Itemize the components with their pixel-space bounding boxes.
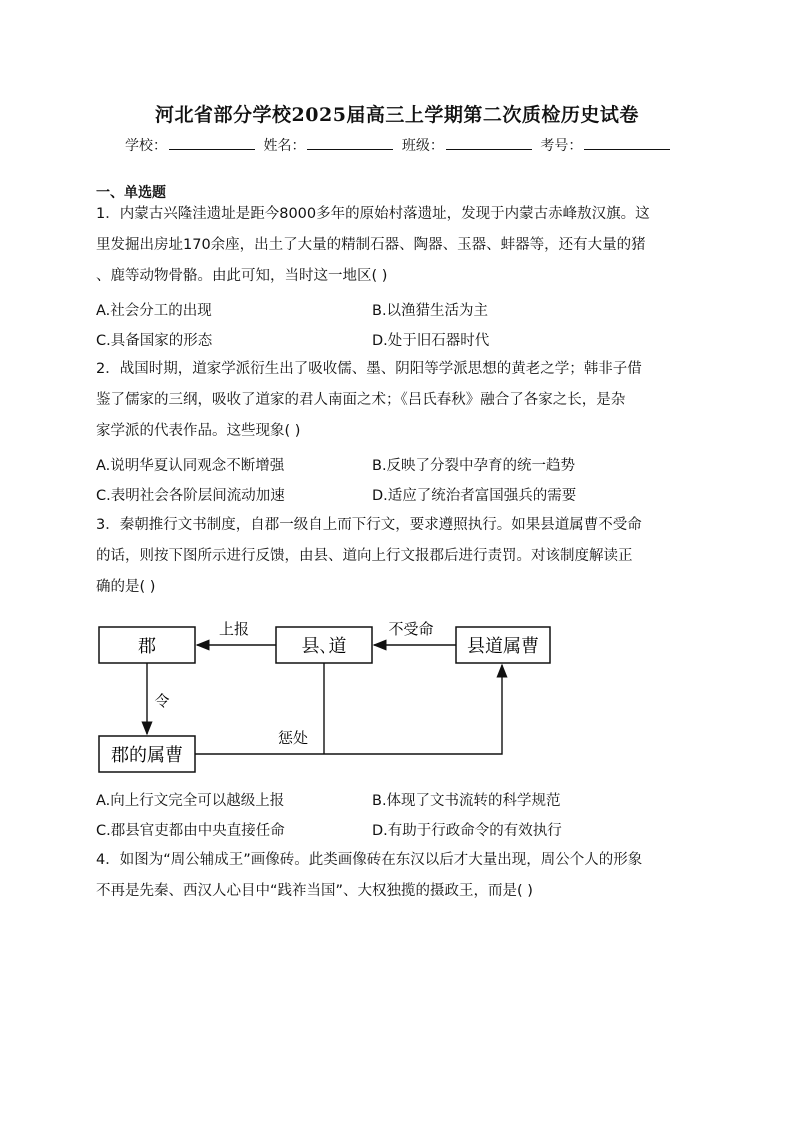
exam-no-blank[interactable] (584, 137, 670, 150)
question-line: 的话，则按下图所示进行反馈，由县、道向上行文报郡后进行责罚。对该制度解读正 (96, 548, 633, 564)
q2-option-a[interactable]: A.说明华夏认同观念不断增强 (96, 458, 285, 474)
q3-option-a[interactable]: A.向上行文完全可以越级上报 (96, 793, 285, 809)
question-3-stem (96, 510, 696, 603)
school-label: 学校： (125, 138, 167, 154)
q3-option-d[interactable]: D.有助于行政命令的有效执行 (372, 823, 562, 839)
question-line: 、鹿等动物骨骼。由此可知，当时这一地区( ) (96, 268, 388, 284)
q1-option-c[interactable]: C.具备国家的形态 (96, 333, 213, 349)
box-xian-dao-shucao-text: 县道属曹 (467, 636, 539, 657)
q2-option-d[interactable]: D.适应了统治者富国强兵的需要 (372, 488, 577, 504)
question-line: 家学派的代表作品。这些现象( ) (96, 423, 301, 439)
question-line: 里发掘出房址170余座，出土了大量的精制石器、陶器、玉器、蚌器等，还有大量的猪 (96, 237, 646, 253)
question-2-stem (96, 354, 696, 447)
question-1-stem (96, 199, 696, 292)
box-xian-dao-text: 县､道 (301, 636, 347, 657)
q2-option-b[interactable]: B.反映了分裂中孕育的统一趋势 (372, 458, 576, 474)
name-blank[interactable] (307, 137, 393, 150)
box-jun-text: 郡 (138, 636, 156, 657)
class-label: 班级： (401, 138, 444, 154)
label-report: 上报 (218, 620, 250, 638)
q3-option-c[interactable]: C.郡县官吏都由中央直接任命 (96, 823, 285, 839)
box-jun-shucao-text: 郡的属曹 (111, 745, 183, 766)
label-order: 令 (154, 692, 170, 710)
question-line: 确的是( ) (96, 579, 156, 595)
q1-option-b[interactable]: B.以渔猎生活为主 (372, 303, 489, 319)
label-punish: 惩处 (277, 729, 309, 747)
question-line: 2．战国时期，道家学派衍生出了吸收儒、墨、阴阳等学派思想的黄老之学；韩非子借 (96, 361, 642, 377)
class-blank[interactable] (446, 137, 532, 150)
q2-option-c[interactable]: C.表明社会各阶层间流动加速 (96, 488, 285, 504)
label-disobey: 不受命 (388, 620, 434, 638)
exam-no-label: 考号： (540, 138, 583, 154)
question-line: 鉴了儒家的三纲，吸收了道家的君人南面之术；《吕氏春秋》融合了各家之长，是杂 (96, 392, 626, 408)
arrow-punish (195, 665, 502, 754)
question-line: 1．内蒙古兴隆洼遗址是距今8000多年的原始村落遗址，发现于内蒙古赤峰敖汉旗。这 (96, 206, 650, 222)
section-title: 一、单选题 (96, 185, 166, 201)
document-flow-diagram (90, 610, 570, 780)
q1-option-a[interactable]: A.社会分工的出现 (96, 303, 212, 319)
exam-title: 河北省部分学校2025届高三上学期第二次质检历史试卷 (155, 104, 639, 126)
question-line: 不再是先秦、西汉人心目中“践祚当国”、大权独揽的摄政王，而是( ) (96, 883, 533, 899)
q1-option-d[interactable]: D.处于旧石器时代 (372, 333, 490, 349)
question-4-stem (96, 845, 696, 907)
question-line: 3．秦朝推行文书制度，自郡一级自上而下行文，要求遵照执行。如果县道属曹不受命 (96, 517, 642, 533)
student-info-row (125, 135, 674, 155)
school-blank[interactable] (169, 137, 255, 150)
name-label: 姓名： (263, 138, 306, 154)
question-line: 4．如图为“周公辅成王”画像砖。此类画像砖在东汉以后才大量出现，周公个人的形象 (96, 852, 643, 868)
q3-option-b[interactable]: B.体现了文书流转的科学规范 (372, 793, 561, 809)
